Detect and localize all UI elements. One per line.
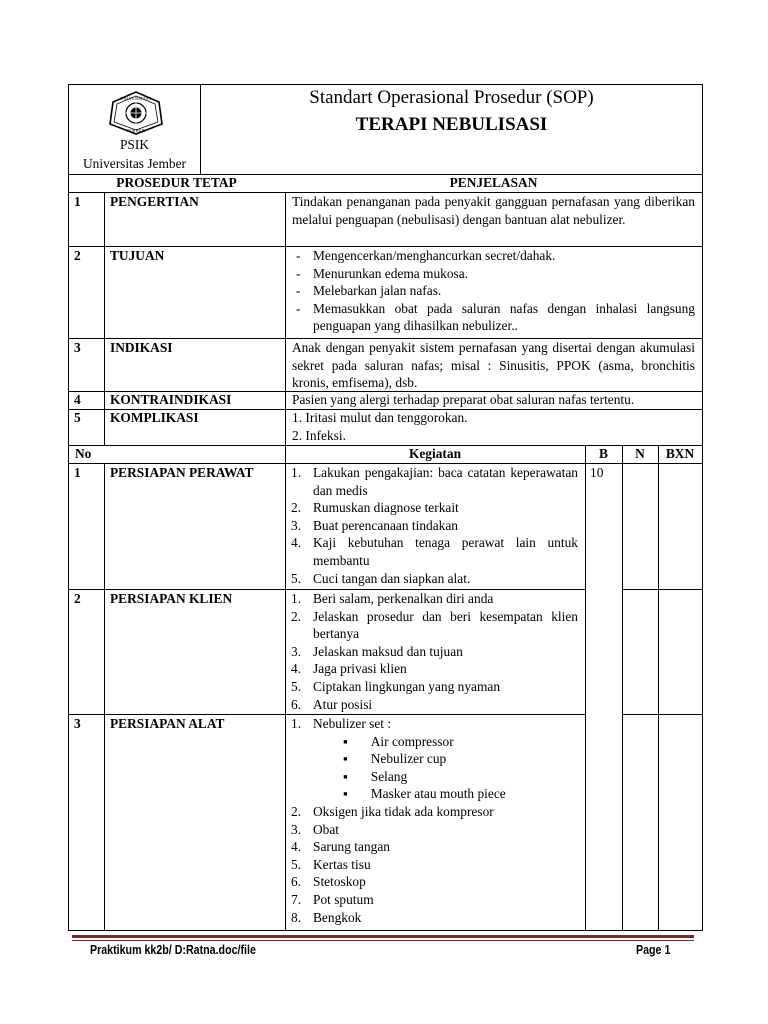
- persiapan-alat-list: [291, 715, 578, 926]
- sub-list-item: ▪ Nebulizer cup: [343, 751, 447, 767]
- list-item: 3. Obat: [291, 821, 340, 837]
- komplikasi-item: 1. Iritasi mulut dan tenggorokan.: [292, 410, 468, 425]
- table-rule: [622, 589, 703, 590]
- footer-page-number: Page 1: [636, 942, 671, 957]
- table-border-left: [68, 84, 69, 931]
- col-bxn-header: BXN: [665, 446, 695, 461]
- footer-rule: [72, 935, 694, 938]
- list-item: 3. Jelaskan maksud dan tujuan: [291, 643, 463, 659]
- b-value: 10: [590, 465, 604, 480]
- table-rule: [104, 192, 105, 445]
- section-label-persiapan-klien: PERSIAPAN KLIEN: [110, 591, 233, 606]
- seal-text-bottom: JEMBER: [126, 128, 146, 133]
- list-item: 1. Beri salam, perkenalkan diri anda: [291, 591, 494, 606]
- indikasi-text: Anak dengan penyakit sistem pernafasan yang disertai dengan akumulasi sekret pada saluran nafas; misal : Sinusitis, PPOK (asma, bronchitis kronis, emfisema), dsb.: [292, 340, 695, 391]
- list-item: 8. Bengkok: [291, 909, 362, 925]
- row-number: 5: [74, 410, 81, 425]
- prosedur-col-header: PROSEDUR TETAP: [116, 175, 237, 190]
- list-item: 2. Rumuskan diagnose terkait: [291, 500, 459, 516]
- pengertian-text: Tindakan penanganan pada penyakit gangguan pernafasan yang diberikan melalui penguapan (nebulisasi) dengan bantuan alat nebulizer.: [292, 194, 695, 227]
- col-b-header: B: [599, 446, 608, 461]
- row-number: 4: [74, 392, 81, 407]
- table-border-top: [68, 84, 703, 85]
- list-item: 6. Atur posisi: [291, 696, 373, 712]
- tujuan-list: [296, 247, 695, 335]
- sub-list-item: ▪ Air compressor: [343, 733, 454, 749]
- kegiatan-col-no: No: [75, 446, 92, 461]
- sub-list-item: ▪ Masker atau mouth piece: [343, 786, 506, 802]
- table-border-bottom: [68, 930, 703, 931]
- penjelasan-col-header: PENJELASAN: [449, 175, 538, 190]
- persiapan-perawat-list: [291, 464, 578, 587]
- table-rule: [658, 445, 659, 931]
- list-item: 4. Kaji kebutuhan tenaga perawat lain untuk membantu: [291, 535, 578, 568]
- row-label-pengertian: PENGERTIAN: [110, 194, 199, 209]
- document-subtitle: TERAPI NEBULISASI: [355, 114, 548, 135]
- row-label-komplikasi: KOMPLIKASI: [110, 410, 199, 425]
- kegiatan-col-header: Kegiatan: [408, 446, 462, 461]
- seal-text-top: UNIVERSITAS: [120, 96, 152, 101]
- list-item: 5. Ciptakan lingkungan yang nyaman: [291, 678, 501, 694]
- row-label-tujuan: TUJUAN: [110, 248, 165, 263]
- persiapan-klien-list: [291, 590, 578, 713]
- row-label-indikasi: INDIKASI: [110, 340, 173, 355]
- table-rule: [585, 445, 586, 931]
- list-item: 4. Jaga privasi klien: [291, 661, 407, 677]
- footer-file-path: Praktikum kk2b/ D:Ratna.doc/file: [90, 942, 256, 957]
- list-item: 6. Stetoskop: [291, 874, 366, 890]
- list-item: 3. Buat perencanaan tindakan: [291, 517, 458, 533]
- row-number: 1: [74, 194, 81, 209]
- row-number: 1: [74, 465, 81, 480]
- list-item: 7. Pot sputum: [291, 891, 374, 907]
- section-label-persiapan-perawat: PERSIAPAN PERAWAT: [110, 465, 254, 480]
- list-item: 1. Nebulizer set :: [291, 716, 392, 731]
- kontraindikasi-text: Pasien yang alergi terhadap preparat obat saluran nafas tertentu.: [292, 392, 635, 407]
- sub-list-item: ▪ Selang: [343, 768, 408, 784]
- table-border-right: [702, 84, 703, 931]
- list-item: 2. Jelaskan prosedur dan beri kesempatan klien bertanya: [291, 608, 578, 642]
- list-item: 4. Sarung tangan: [291, 839, 390, 855]
- row-label-kontraindikasi: KONTRAINDIKASI: [110, 392, 232, 407]
- list-item: 1. Lakukan pengakajian: baca catatan keperawatan dan medis: [291, 465, 578, 498]
- table-rule: [622, 445, 623, 931]
- list-item: - Menurunkan edema mukosa.: [296, 265, 469, 281]
- table-rule: [285, 192, 286, 931]
- table-rule: [622, 714, 703, 715]
- list-item: 5. Cuci tangan dan siapkan alat.: [291, 570, 471, 586]
- row-number: 3: [74, 340, 81, 355]
- col-n-header: N: [635, 446, 645, 461]
- section-label-persiapan-alat: PERSIAPAN ALAT: [110, 716, 225, 731]
- document-title: Standart Operasional Prosedur (SOP): [309, 87, 594, 108]
- row-number: 3: [74, 716, 81, 731]
- org-name: PSIK: [119, 137, 150, 152]
- row-number: 2: [74, 591, 81, 606]
- org-university: Universitas Jember: [82, 156, 186, 171]
- list-item: - Melebarkan jalan nafas.: [296, 283, 442, 299]
- komplikasi-item: 2. Infeksi.: [292, 428, 346, 443]
- list-item: 5. Kertas tisu: [291, 856, 371, 872]
- footer-rule-thin: [72, 940, 694, 941]
- list-item: - Memasukkan obat pada saluran nafas dengan inhalasi langsung penguapan yang dihasilkan nebulizer..: [296, 300, 695, 334]
- list-item: 2. Oksigen jika tidak ada kompresor: [291, 803, 494, 819]
- table-rule: [104, 463, 105, 931]
- row-number: 2: [74, 248, 81, 263]
- list-item: - Mengencerkan/menghancurkan secret/dahak.: [296, 248, 556, 263]
